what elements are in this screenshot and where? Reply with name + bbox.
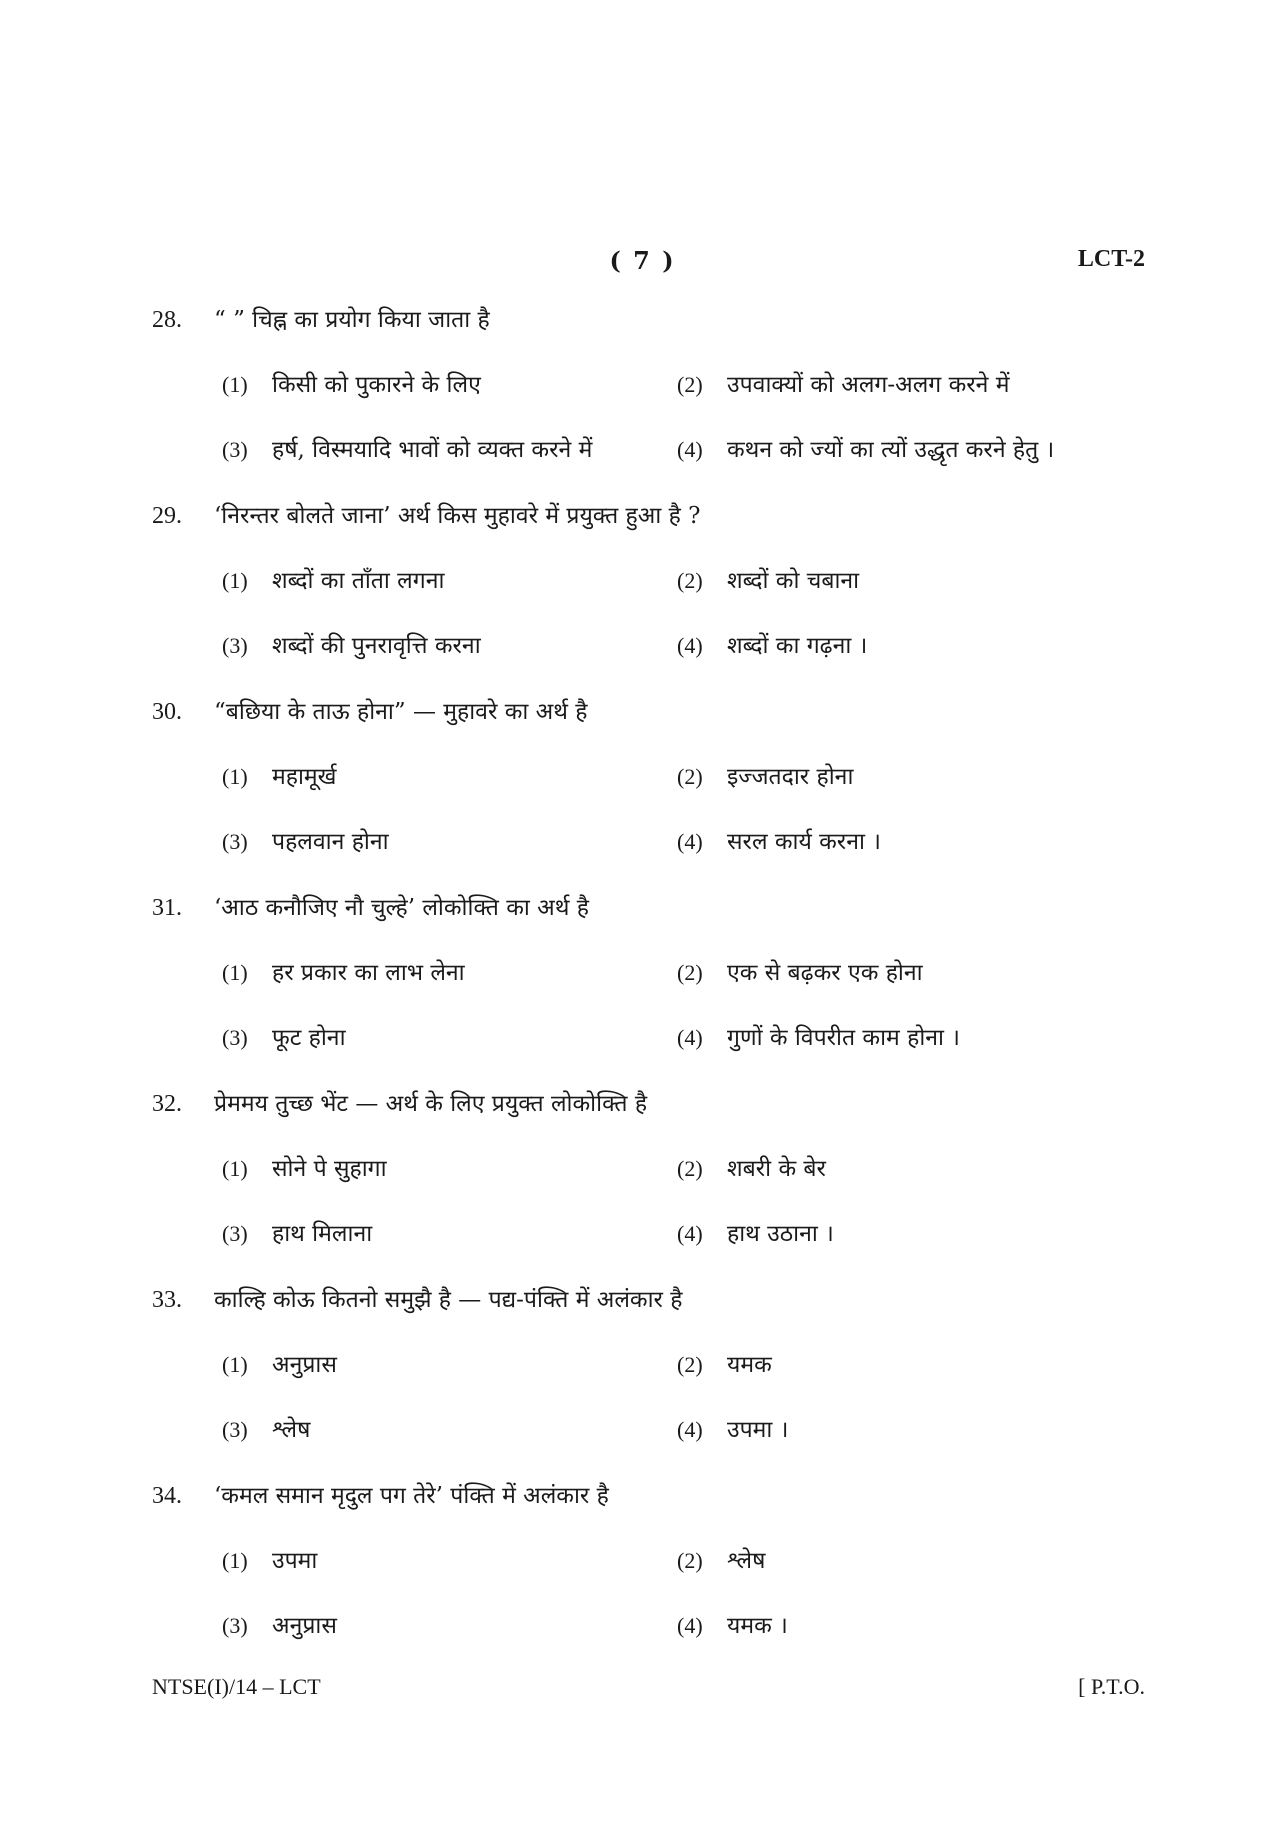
option-3	[222, 1018, 346, 1058]
option-text: अनुप्रास	[272, 1352, 337, 1378]
option-2	[677, 953, 923, 993]
option-text: श्लेष	[272, 1417, 311, 1443]
option-2	[677, 757, 853, 797]
question-text: ‘निरन्तर बोलते जाना’ अर्थ किस मुहावरे में प्रयुक्त हुआ है ?	[214, 503, 701, 529]
option-2	[677, 561, 859, 601]
option-4	[677, 1410, 788, 1450]
option-number: (2)	[677, 960, 703, 985]
question-number: 34.	[152, 1483, 182, 1509]
option-1	[222, 1345, 337, 1385]
question-line	[152, 692, 587, 732]
option-number: (1)	[222, 764, 248, 789]
option-number: (1)	[222, 1548, 248, 1573]
option-3	[222, 1606, 337, 1646]
option-number: (3)	[222, 1025, 248, 1050]
option-1	[222, 1149, 387, 1189]
option-text: शब्दों का गढ़ना ।	[727, 633, 868, 659]
option-text: उपमा ।	[727, 1417, 789, 1443]
option-text: सोने पे सुहागा	[272, 1156, 387, 1182]
question-line	[152, 1280, 682, 1320]
question-28	[0, 300, 1285, 496]
option-number: (2)	[677, 1352, 703, 1377]
question-32	[0, 1084, 1285, 1280]
option-number: (1)	[222, 960, 248, 985]
option-number: (3)	[222, 829, 248, 854]
question-line	[152, 1084, 647, 1124]
question-31	[0, 888, 1285, 1084]
option-number: (3)	[222, 1417, 248, 1442]
option-number: (3)	[222, 1613, 248, 1638]
option-text: शब्दों की पुनरावृत्ति करना	[272, 633, 481, 659]
option-text: उपमा	[272, 1548, 318, 1574]
question-29	[0, 496, 1285, 692]
option-text: हाथ उठाना ।	[727, 1221, 834, 1247]
footer-exam-code: NTSE(I)/14 – LCT	[152, 1674, 321, 1699]
option-number: (4)	[677, 1025, 703, 1050]
option-3	[222, 1410, 310, 1450]
option-text: महामूर्ख	[272, 764, 337, 790]
option-number: (4)	[677, 1417, 703, 1442]
option-1	[222, 757, 337, 797]
question-text: “ ” चिह्न का प्रयोग किया जाता है	[214, 307, 490, 333]
page-header	[0, 246, 1285, 282]
option-text: श्लेष	[727, 1548, 766, 1574]
question-text: ‘आठ कनौजिए नौ चुल्हे’ लोकोक्ति का अर्थ है	[214, 895, 589, 921]
option-3	[222, 626, 481, 666]
option-number: (1)	[222, 568, 248, 593]
option-number: (2)	[677, 1548, 703, 1573]
question-number: 31.	[152, 895, 182, 921]
option-1	[222, 561, 444, 601]
option-3	[222, 430, 592, 470]
question-text: “बछिया के ताऊ होना” — मुहावरे का अर्थ है	[214, 699, 588, 725]
option-text: फूट होना	[272, 1025, 346, 1051]
option-2	[677, 1149, 826, 1189]
option-number: (3)	[222, 1221, 248, 1246]
question-text: ‘कमल समान मृदुल पग तेरे’ पंक्ति में अलंकार है	[214, 1483, 609, 1509]
option-1	[222, 365, 481, 405]
option-text: अनुप्रास	[272, 1613, 337, 1639]
option-4	[677, 1606, 788, 1646]
option-text: इज्जतदार होना	[727, 764, 854, 790]
option-3	[222, 1214, 372, 1254]
option-number: (3)	[222, 437, 248, 462]
option-number: (1)	[222, 1156, 248, 1181]
option-text: किसी को पुकारने के लिए	[272, 372, 481, 398]
option-number: (3)	[222, 633, 248, 658]
option-number: (2)	[677, 568, 703, 593]
question-text: काल्हि कोऊ कितनो समुझै है — पद्य-पंक्ति में अलंकार है	[214, 1287, 683, 1313]
question-line	[152, 496, 700, 536]
option-4	[677, 1018, 960, 1058]
option-text: हर्ष, विस्मयादि भावों को व्यक्त करने में	[272, 437, 593, 463]
question-line	[152, 1476, 609, 1516]
option-number: (1)	[222, 372, 248, 397]
option-text: गुणों के विपरीत काम होना ।	[727, 1025, 961, 1051]
option-2	[677, 1345, 772, 1385]
option-number: (4)	[677, 829, 703, 854]
option-text: उपवाक्यों को अलग-अलग करने में	[727, 372, 1010, 398]
option-number: (4)	[677, 437, 703, 462]
option-text: शब्दों का ताँता लगना	[272, 568, 445, 594]
option-text: यमक	[727, 1352, 772, 1378]
question-text: प्रेममय तुच्छ भेंट — अर्थ के लिए प्रयुक्त लोकोक्ति है	[214, 1091, 648, 1117]
question-30	[0, 692, 1285, 888]
option-text: हर प्रकार का लाभ लेना	[272, 960, 465, 986]
option-text: सरल कार्य करना ।	[727, 829, 881, 855]
question-number: 30.	[152, 699, 182, 725]
option-2	[677, 1541, 765, 1581]
question-line	[152, 888, 589, 928]
option-4	[677, 822, 881, 862]
option-number: (4)	[677, 633, 703, 658]
option-text: एक से बढ़कर एक होना	[727, 960, 923, 986]
question-number: 32.	[152, 1091, 182, 1117]
option-text: हाथ मिलाना	[272, 1221, 373, 1247]
option-text: पहलवान होना	[272, 829, 389, 855]
page-number: ( 7 )	[609, 246, 676, 275]
question-number: 29.	[152, 503, 182, 529]
option-4	[677, 430, 1054, 470]
option-number: (2)	[677, 764, 703, 789]
option-3	[222, 822, 389, 862]
option-2	[677, 365, 1009, 405]
question-34	[0, 1476, 1285, 1672]
option-4	[677, 626, 867, 666]
option-text: यमक ।	[727, 1613, 788, 1639]
option-number: (4)	[677, 1221, 703, 1246]
question-line	[152, 300, 490, 340]
option-text: शब्दों को चबाना	[727, 568, 860, 594]
question-number: 33.	[152, 1287, 182, 1313]
option-4	[677, 1214, 834, 1254]
option-text: कथन को ज्यों का त्यों उद्धृत करने हेतु ।	[727, 437, 1055, 463]
paper-code: LCT-2	[1077, 246, 1145, 272]
option-number: (2)	[677, 1156, 703, 1181]
option-number: (4)	[677, 1613, 703, 1638]
question-33	[0, 1280, 1285, 1476]
option-number: (2)	[677, 372, 703, 397]
option-text: शबरी के बेर	[727, 1156, 826, 1182]
question-number: 28.	[152, 307, 182, 333]
footer-pto: [ P.T.O.	[1078, 1674, 1145, 1699]
option-1	[222, 1541, 317, 1581]
option-1	[222, 953, 465, 993]
option-number: (1)	[222, 1352, 248, 1377]
